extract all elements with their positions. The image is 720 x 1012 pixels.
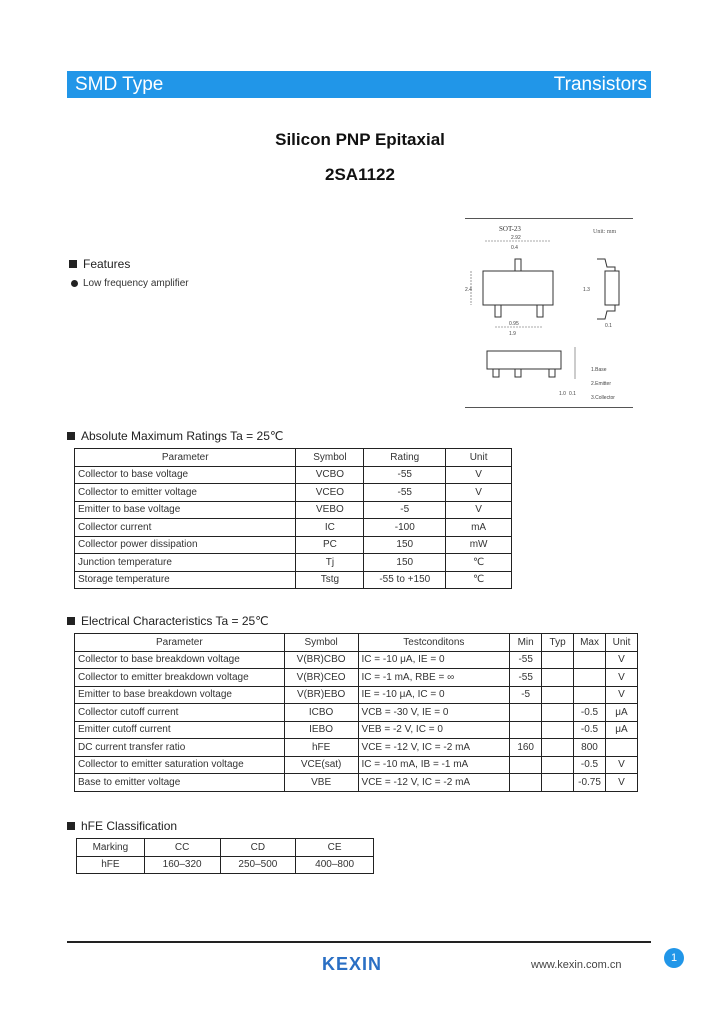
- column-header: Min: [510, 634, 542, 652]
- table-cell: [542, 669, 574, 687]
- company-logo: KEXIN: [322, 954, 383, 974]
- abs-max-heading-text: Absolute Maximum Ratings Ta = 25℃: [81, 429, 284, 443]
- table-cell: [510, 721, 542, 739]
- pin-label: 2.Emitter: [591, 381, 612, 387]
- table-cell: Collector power dissipation: [75, 536, 296, 554]
- column-header: CE: [296, 839, 374, 857]
- table-cell: [542, 721, 574, 739]
- part-number: 2SA1122: [325, 165, 395, 184]
- unit-label: Unit: mm: [593, 229, 617, 235]
- table-row: [75, 756, 638, 774]
- dim-label: 0.4: [511, 245, 518, 251]
- table-row: [77, 856, 374, 874]
- dim-label: 0.95: [509, 321, 519, 327]
- table-cell: V: [606, 651, 638, 669]
- table-cell: [510, 774, 542, 792]
- table-cell: 800: [574, 739, 606, 757]
- square-bullet-icon: [67, 617, 75, 625]
- table-cell: [542, 704, 574, 722]
- dim-label: 2.92: [511, 235, 521, 241]
- table-cell: -5: [510, 686, 542, 704]
- elec-table: [74, 633, 638, 792]
- square-bullet-icon: [69, 260, 77, 268]
- table-cell: Emitter to base breakdown voltage: [75, 686, 285, 704]
- table-cell: -0.5: [574, 704, 606, 722]
- table-row: [75, 519, 512, 537]
- table-cell: Emitter to base voltage: [75, 501, 296, 519]
- table-cell: IC: [296, 519, 364, 537]
- table-row: [75, 484, 512, 502]
- footer-divider: [67, 941, 651, 943]
- table-cell: Emitter cutoff current: [75, 721, 285, 739]
- column-header: Symbol: [284, 634, 358, 652]
- table-cell: VEBO: [296, 501, 364, 519]
- table-cell: V: [606, 774, 638, 792]
- table-cell: 150: [364, 554, 446, 572]
- round-bullet-icon: [71, 280, 78, 287]
- pin-label: 3.Collector: [591, 395, 615, 401]
- table-row: [75, 739, 638, 757]
- table-cell: -55: [364, 466, 446, 484]
- table-cell: 160: [510, 739, 542, 757]
- pin-label: 1.Base: [591, 367, 607, 373]
- table-cell: 160–320: [144, 856, 220, 874]
- table-cell: [574, 651, 606, 669]
- elec-heading-text: Electrical Characteristics Ta = 25℃: [81, 614, 269, 628]
- table-cell: -100: [364, 519, 446, 537]
- table-cell: VCE = -12 V, IC = -2 mA: [358, 774, 510, 792]
- table-cell: V: [446, 501, 512, 519]
- table-cell: -55: [510, 651, 542, 669]
- table-cell: Collector to emitter saturation voltage: [75, 756, 285, 774]
- table-cell: 250–500: [220, 856, 296, 874]
- table-cell: IE = -10 μA, IC = 0: [358, 686, 510, 704]
- table-cell: -0.5: [574, 721, 606, 739]
- table-cell: V: [606, 686, 638, 704]
- table-cell: IC = -1 mA, RBE = ∞: [358, 669, 510, 687]
- feature-item: [71, 278, 189, 289]
- table-cell: Base to emitter voltage: [75, 774, 285, 792]
- table-row: [75, 721, 638, 739]
- table-cell: IC = -10 μA, IE = 0: [358, 651, 510, 669]
- table-row: [75, 571, 512, 589]
- column-header: CD: [220, 839, 296, 857]
- table-cell: [542, 651, 574, 669]
- table-cell: VCE = -12 V, IC = -2 mA: [358, 739, 510, 757]
- package-name: SOT-23: [499, 225, 521, 233]
- table-cell: ICBO: [284, 704, 358, 722]
- package-drawing: [465, 218, 633, 408]
- abs-max-body: [75, 466, 512, 589]
- table-cell: V: [446, 484, 512, 502]
- dim-label: 0.1: [569, 391, 576, 397]
- dim-label: 1.9: [509, 331, 516, 337]
- page-number-badge: 1: [664, 948, 684, 968]
- dim-label: 2.4: [465, 287, 472, 293]
- table-cell: Tj: [296, 554, 364, 572]
- column-header: Max: [574, 634, 606, 652]
- table-cell: Collector to emitter breakdown voltage: [75, 669, 285, 687]
- table-cell: VCE(sat): [284, 756, 358, 774]
- table-cell: Collector to emitter voltage: [75, 484, 296, 502]
- abs-max-heading: [67, 429, 283, 443]
- table-cell: -0.75: [574, 774, 606, 792]
- table-cell: 150: [364, 536, 446, 554]
- table-cell: -5: [364, 501, 446, 519]
- table-cell: [542, 739, 574, 757]
- sot23-outline-svg: [465, 219, 633, 407]
- table-cell: V: [446, 466, 512, 484]
- table-cell: -55 to +150: [364, 571, 446, 589]
- table-header-row: [75, 449, 512, 467]
- table-cell: -0.5: [574, 756, 606, 774]
- table-cell: V(BR)EBO: [284, 686, 358, 704]
- table-cell: ℃: [446, 571, 512, 589]
- column-header: Rating: [364, 449, 446, 467]
- table-cell: hFE: [284, 739, 358, 757]
- table-row: [75, 554, 512, 572]
- table-cell: VCB = -30 V, IE = 0: [358, 704, 510, 722]
- table-cell: μA: [606, 721, 638, 739]
- table-cell: [574, 669, 606, 687]
- table-cell: [574, 686, 606, 704]
- table-row: [75, 651, 638, 669]
- table-cell: VEB = -2 V, IC = 0: [358, 721, 510, 739]
- table-cell: 400–800: [296, 856, 374, 874]
- table-cell: [542, 774, 574, 792]
- table-cell: Collector to base breakdown voltage: [75, 651, 285, 669]
- feature-item-text: Low frequency amplifier: [83, 278, 189, 289]
- elec-body: [75, 651, 638, 791]
- column-header: Parameter: [75, 449, 296, 467]
- table-cell: Junction temperature: [75, 554, 296, 572]
- table-cell: V(BR)CBO: [284, 651, 358, 669]
- table-row: [75, 704, 638, 722]
- table-cell: Tstg: [296, 571, 364, 589]
- square-bullet-icon: [67, 432, 75, 440]
- table-cell: VCBO: [296, 466, 364, 484]
- table-cell: -55: [364, 484, 446, 502]
- dim-label: 1.3: [583, 287, 590, 293]
- table-cell: IC = -10 mA, IB = -1 mA: [358, 756, 510, 774]
- column-header: Symbol: [296, 449, 364, 467]
- table-cell: DC current transfer ratio: [75, 739, 285, 757]
- table-row: [75, 466, 512, 484]
- column-header: Parameter: [75, 634, 285, 652]
- table-cell: μA: [606, 704, 638, 722]
- table-row: [75, 774, 638, 792]
- table-cell: V(BR)CEO: [284, 669, 358, 687]
- table-cell: PC: [296, 536, 364, 554]
- dim-label: 1.0: [559, 391, 566, 397]
- table-cell: IEBO: [284, 721, 358, 739]
- hfe-heading: [67, 819, 177, 833]
- table-row: [75, 501, 512, 519]
- column-header: Testconditons: [358, 634, 510, 652]
- table-cell: VBE: [284, 774, 358, 792]
- table-header-row: [75, 634, 638, 652]
- features-heading-text: Features: [83, 257, 131, 271]
- table-cell: Collector cutoff current: [75, 704, 285, 722]
- hfe-heading-text: hFE Classification: [81, 819, 178, 833]
- table-cell: hFE: [77, 856, 145, 874]
- table-cell: Collector current: [75, 519, 296, 537]
- table-cell: [542, 756, 574, 774]
- dim-label: 0.1: [605, 323, 612, 329]
- column-header: CC: [144, 839, 220, 857]
- column-header: Marking: [77, 839, 145, 857]
- header-left-text: SMD Type: [75, 74, 164, 95]
- table-cell: VCEO: [296, 484, 364, 502]
- table-cell: -55: [510, 669, 542, 687]
- header-right-text: Transistors: [553, 74, 647, 95]
- table-cell: Collector to base voltage: [75, 466, 296, 484]
- column-header: Unit: [606, 634, 638, 652]
- square-bullet-icon: [67, 822, 75, 830]
- header-banner: [67, 71, 651, 98]
- table-cell: [542, 686, 574, 704]
- table-row: [75, 669, 638, 687]
- table-cell: mA: [446, 519, 512, 537]
- hfe-table: [76, 838, 374, 874]
- table-cell: [510, 704, 542, 722]
- table-cell: [510, 756, 542, 774]
- elec-heading: [67, 614, 269, 628]
- table-cell: mW: [446, 536, 512, 554]
- table-row: [75, 536, 512, 554]
- table-cell: V: [606, 669, 638, 687]
- document-title: Silicon PNP Epitaxial: [275, 130, 445, 149]
- table-header-row: [77, 839, 374, 857]
- features-heading: [69, 257, 130, 271]
- table-cell: Storage temperature: [75, 571, 296, 589]
- table-cell: [606, 739, 638, 757]
- column-header: Unit: [446, 449, 512, 467]
- table-cell: ℃: [446, 554, 512, 572]
- table-row: [75, 686, 638, 704]
- website-link[interactable]: www.kexin.com.cn: [531, 959, 622, 971]
- table-cell: V: [606, 756, 638, 774]
- column-header: Typ: [542, 634, 574, 652]
- abs-max-table: [74, 448, 512, 589]
